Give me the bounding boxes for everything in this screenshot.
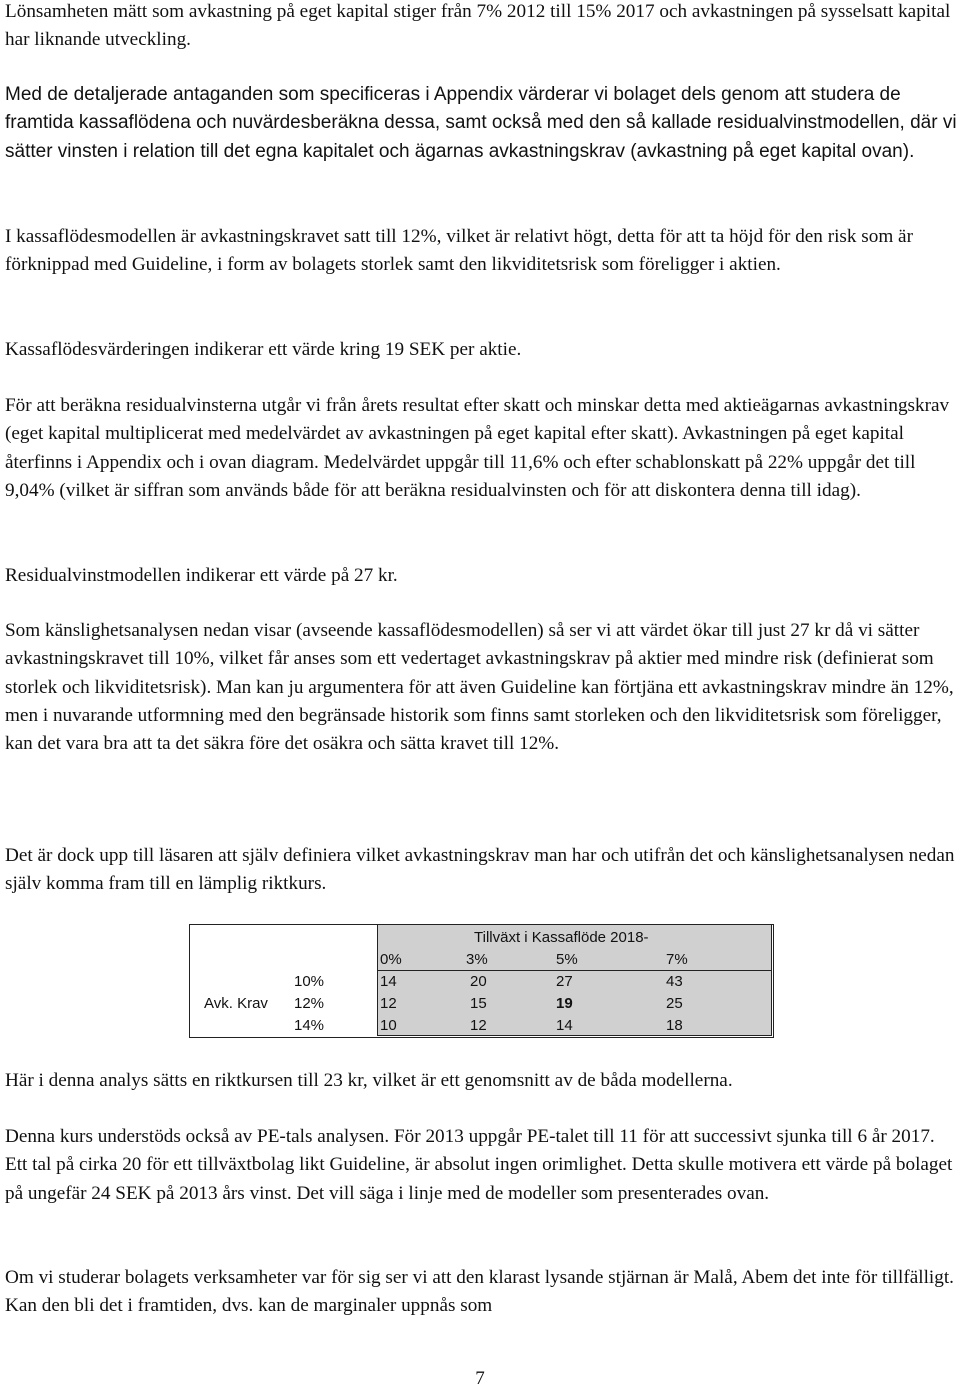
table-header: Tillväxt i Kassaflöde 2018- — [474, 929, 649, 946]
table-cell: 10 — [380, 1017, 397, 1034]
table-cell: 14 — [380, 973, 397, 990]
paragraph-target-price: Här i denna analys sätts en riktkursen till 23 kr, vilket är ett genomsnitt av de båda modellerna. — [5, 1070, 733, 1091]
req-10: 10% — [294, 973, 325, 990]
paragraph-cashflow-result: Kassaflödesvärderingen indikerar ett värde kring 19 SEK per aktie. — [5, 339, 522, 360]
row-label: Avk. Krav — [204, 995, 268, 1012]
req-12: 12% — [294, 995, 325, 1012]
table-cell-highlight: 19 — [556, 995, 573, 1012]
table-cell: 43 — [666, 973, 683, 990]
paragraph-reader-note: Det är dock upp till läsaren att själv definiera vilket avkastningskrav man har och utifrån det och känslighetsanalysen nedan själv komma fram till en lämplig riktkurs. — [5, 845, 955, 895]
growth-3: 3% — [466, 951, 488, 968]
table-cell: 25 — [666, 995, 683, 1012]
table-cell: 14 — [556, 1017, 573, 1034]
growth-0: 0% — [380, 951, 402, 968]
table-cell: 15 — [470, 995, 487, 1012]
paragraph-business-units: Om vi studerar bolagets verksamheter var för sig ser vi att den klarast lysande stjärnan är Malå, Abem det inte för tillfälligt. Kan den bli det i framtiden, dvs. kan de marginaler uppnås som — [5, 1267, 954, 1317]
table-cell: 18 — [666, 1017, 683, 1034]
table-cell: 20 — [470, 973, 487, 990]
sensitivity-values-box — [377, 970, 772, 1036]
paragraph-sensitivity: Som känslighetsanalysen nedan visar (avseende kassaflödesmodellen) så ser vi att värdet ökar till just 27 kr då vi sätter avkastningskravet till 10%, vilket får anses som ett vedertaget avkastningskrav på aktier med mindre risk (definierat som storlek och likviditetsrisk). Man kan ju argumentera för att även Guideline kan förtjäna ett avkastningskrav mindre än 12%, men i nuvarande utformning med den begränsade historik som finns samt storleken och den likviditetsrisk som föreligger, kan det vara bra att ta det säkra före det osäkra och sätta kravet till 12%. — [5, 620, 954, 755]
paragraph-residual-method: För att beräkna residualvinsterna utgår vi från årets resultat efter skatt och minskar detta med aktieägarnas avkastningskrav (eget kapital multiplicerat med medelvärdet av avkastningen på eget kapital efter skatt). Avkastningen på eget kapital återfinns i Appendix och i ovan diagram. Medelvärdet uppgår till 11,6% och efter schablonskatt på 22% uppgår det till 9,04% (vilket är siffran som används både för att beräkna residualvinsten och för att diskontera denna till idag). — [5, 395, 950, 501]
paragraph-pe-analysis: Denna kurs understöds också av PE-tals analysen. För 2013 uppgår PE-talet till 11 för att successivt sjunka till 6 år 2017. Ett tal på cirka 20 för ett tillväxtbolag likt Guideline, är absolut ingen orimlighet. Detta skulle motivera ett värde på bolaget på ungefär 24 SEK på 2013 års vinst. Det vill säga i linje med de modeller som presenterades ovan. — [5, 1126, 953, 1204]
paragraph-residual-result: Residualvinstmodellen indikerar ett värde på 27 kr. — [5, 565, 398, 586]
req-14: 14% — [294, 1017, 325, 1034]
paragraph-roe: Lönsamheten mätt som avkastning på eget kapital stiger från 7% 2012 till 15% 2017 och avkastningen på sysselsatt kapital har liknande utveckling. — [5, 1, 951, 51]
paragraph-valuation-methods: Med de detaljerade antaganden som specificeras i Appendix värderar vi bolaget dels genom att studera de framtida kassaflödena och nuvärdesberäkna dessa, samt också med den så kallade residualvinstmodellen, där vi sätter vinsten i relation till det egna kapitalet och ägarnas avkastningskrav (avkastning på eget kapital ovan). — [5, 84, 957, 162]
table-cell: 27 — [556, 973, 573, 990]
table-cell: 12 — [380, 995, 397, 1012]
growth-5: 5% — [556, 951, 578, 968]
table-cell: 12 — [470, 1017, 487, 1034]
growth-7: 7% — [666, 951, 688, 968]
page-number: 7 — [475, 1368, 485, 1389]
paragraph-cashflow-model: I kassaflödesmodellen är avkastningskravet satt till 12%, vilket är relativt högt, detta för att ta höjd för den risk som är förknippad med Guideline, i form av bolagets storlek samt den likviditetsrisk som föreligger i aktien. — [5, 226, 913, 276]
